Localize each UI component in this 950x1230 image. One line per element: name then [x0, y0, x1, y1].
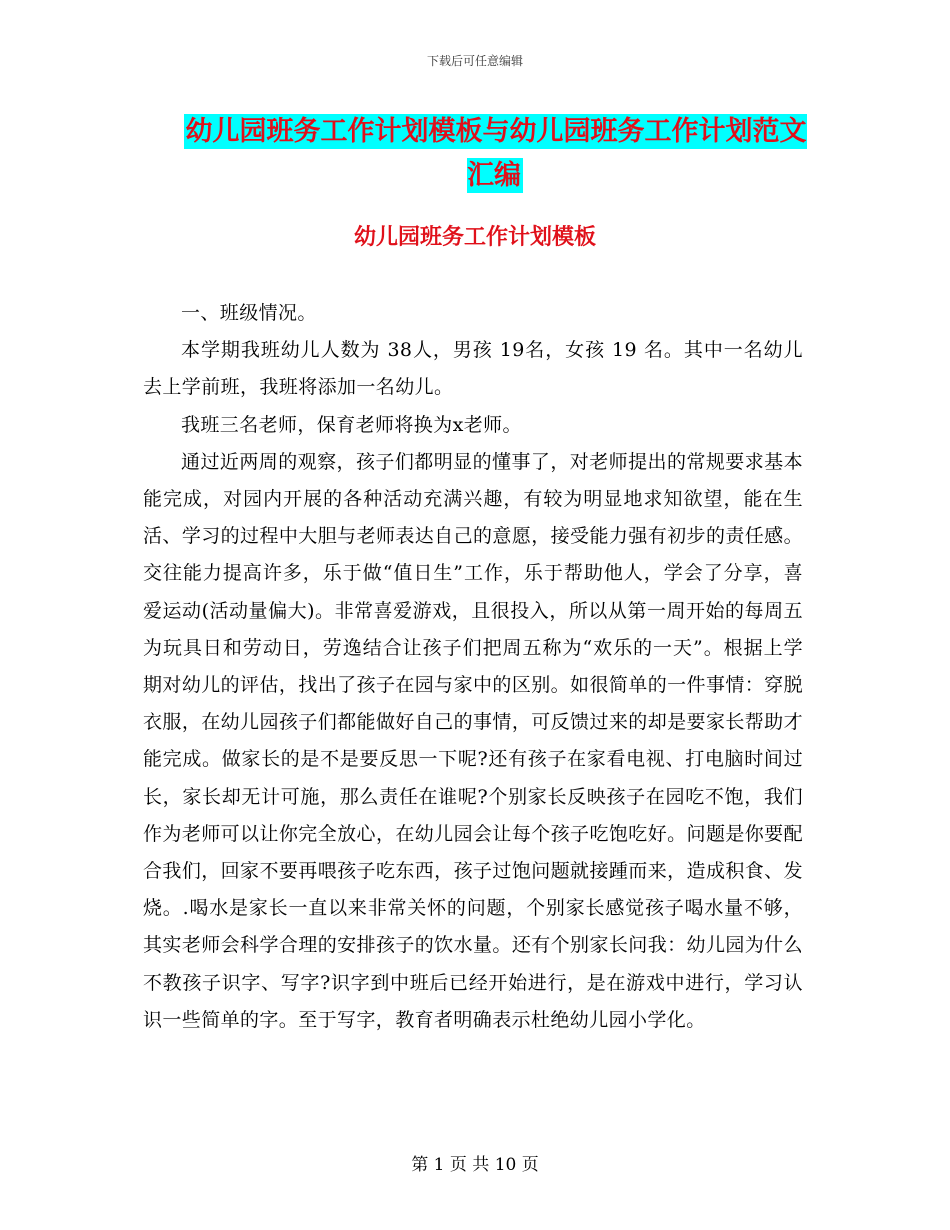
page-header-note: 下载后可任意编辑: [426, 54, 523, 68]
paragraph: 我班三名老师，保育老师将换为x老师。: [181, 413, 522, 436]
page-footer: 第 1 页 共 10 页: [411, 1155, 539, 1175]
paragraph: 一、班级情况。: [181, 302, 317, 324]
paragraph: 通过近两周的观察，孩子们都明显的懂事了，对老师提出的常规要求基本能完成，对园内开展的各种活动充满兴趣，有较为明显地求知欲望，能在生活、学习的过程中大胆与老师表达自己的意愿，接受能力强有初步的责任感。交往能力提高许多，乐于做“值日生”工作，乐于帮助他人，学会了分享，喜爱运动(活动量偏大)。非常喜爱游戏，且很投入，所以从第一周开始的每周五为玩具日和劳动日，劳逸结合让孩子们把周五称为“欢乐的一天”。根据上学期对幼儿的评估，找出了孩子在园与家中的区别。如很简单的一件事情：穿脱衣服，在幼儿园孩子们都能做好自己的事情，可反馈过来的却是要家长帮助才能完成。做家长的是不是要反思一下呢?还有孩子在家看电视、打电脑时间过长，家长却无计可施，那么责任在谁呢?个别家长反映孩子在园吃不饱，我们作为老师可以让你完全放心，在幼儿园会让每个孩子吃饱吃好。问题是你要配合我们，回家不要再喂孩子吃东西，孩子过饱问题就接踵而来，造成积食、发烧。.喝水是家长一直以来非常关怀的问题，个别家长感觉孩子喝水量不够，其实老师会科学合理的安排孩子的饮水量。还有个别家长问我：幼儿园为什么不教孩子识字、写字?识字到中班后已经开始进行，是在游戏中进行，学习认识一些简单的字。至于写字，教育者明确表示杜绝幼儿园小学化。: [143, 450, 803, 1031]
document-title-text: 幼儿园班务工作计划模板与幼儿园班务工作计划范文汇编: [185, 116, 807, 191]
document-title: [180, 110, 810, 198]
document-body: [143, 295, 803, 1039]
paragraph: 本学期我班幼儿人数为 38人，男孩 19名，女孩 19 名。其中一名幼儿去上学前班，我班将添加一名幼儿。: [143, 339, 803, 399]
section-title: 幼儿园班务工作计划模板: [353, 225, 596, 250]
